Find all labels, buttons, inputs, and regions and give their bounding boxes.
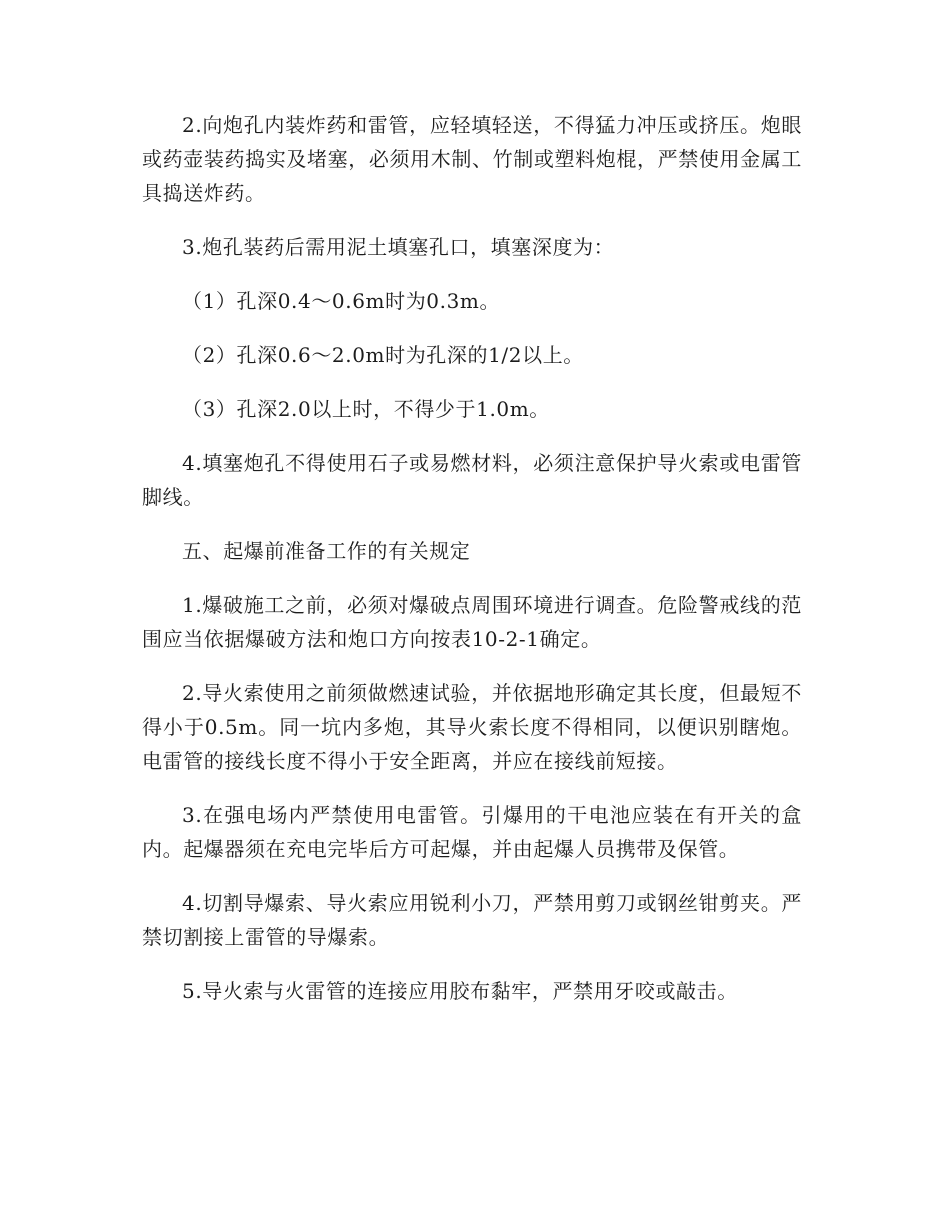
section-heading-pre-detonation: 五、起爆前准备工作的有关规定 [182, 539, 471, 563]
paragraph-stemming-depth: 3.炮孔装药后需用泥土填塞孔口，填塞深度为： [182, 235, 615, 259]
paragraph-charging-detonators: 2.向炮孔内装炸药和雷管，应轻填轻送，不得猛力冲压或挤压。炮眼或药壶装药捣实及堵塞，必须用木制、竹制或塑料炮棍，严禁使用金属工具捣送炸药。 [142, 113, 802, 205]
paragraph-fuse-testing: 2.导火索使用之前须做燃速试验，并依据地形确定其长度，但最短不得小于0.5m。同一坑内多炮，其导火索长度不得相同，以便识别瞎炮。电雷管的接线长度不得小于安全距离，并应在接线前短接。 [142, 681, 802, 773]
paragraph-electric-field: 3.在强电场内严禁使用电雷管。引爆用的干电池应装在有开关的盒内。起爆器须在充电完毕后方可起爆，并由起爆人员携带及保管。 [142, 803, 802, 861]
paragraph-cutting-cord: 4.切割导爆索、导火索应用锐利小刀，严禁用剪刀或钢丝钳剪夹。严禁切割接上雷管的导爆索。 [142, 891, 802, 949]
list-item-depth-2: （2）孔深0.6～2.0m时为孔深的1/2以上。 [182, 343, 584, 367]
list-item-depth-3: （3）孔深2.0以上时，不得少于1.0m。 [182, 397, 550, 421]
list-item-depth-1: （1）孔深0.4～0.6m时为0.3m。 [182, 289, 501, 313]
paragraph-site-survey: 1.爆破施工之前，必须对爆破点周围环境进行调查。危险警戒线的范围应当依据爆破方法和炮口方向按表10-2-1确定。 [142, 593, 802, 651]
document-body [142, 108, 802, 1028]
paragraph-stemming-materials: 4.填塞炮孔不得使用石子或易燃材料，必须注意保护导火索或电雷管脚线。 [142, 451, 802, 509]
paragraph-fuse-connection: 5.导火索与火雷管的连接应用胶布黏牢，严禁用牙咬或敲击。 [182, 979, 738, 1003]
